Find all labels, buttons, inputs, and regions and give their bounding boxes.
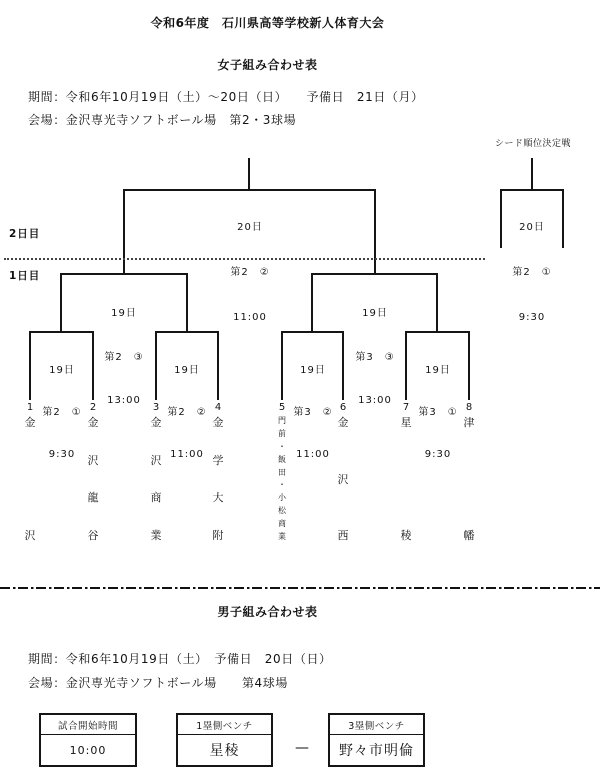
match-qf3-court: 第3 ② xyxy=(293,407,333,418)
team-slot-7 xyxy=(395,402,417,541)
match-sfR-date: 19日 xyxy=(362,308,388,319)
match-sfL-court: 第2 ③ xyxy=(104,351,144,363)
team-slot-2 xyxy=(82,402,104,541)
match-qf3-time: 11:00 xyxy=(296,449,330,460)
bracket-line-final-left xyxy=(123,189,125,275)
match-final xyxy=(190,190,310,355)
team-slot-4 xyxy=(207,402,229,541)
team-1-name: 金 沢 xyxy=(24,416,36,542)
match-qf2-time: 11:00 xyxy=(170,449,204,460)
match-qf4-court: 第3 ① xyxy=(418,407,458,418)
bracket-line-seed-stem xyxy=(531,158,533,191)
bracket-line-sfR-top xyxy=(311,273,438,275)
team-7-name: 星 稜 xyxy=(400,416,412,542)
bracket-line-sfL-left xyxy=(60,273,62,333)
team-4-name: 金 学 大 附 xyxy=(212,416,224,542)
team-2-number: 2 xyxy=(89,402,97,413)
match-sfR-court: 第3 ③ xyxy=(355,351,395,363)
team-2-name: 金 沢 龍 谷 xyxy=(87,416,99,542)
match-seed-time: 9:30 xyxy=(518,312,546,323)
team-3-name: 金 沢 商 業 xyxy=(150,416,162,542)
start-time-header: 試合開始時間 xyxy=(41,715,135,735)
bracket-line-sfR-left xyxy=(311,273,313,333)
match-qf1-time: 9:30 xyxy=(48,449,76,460)
start-time-value: 10:00 xyxy=(69,743,107,757)
first-base-bench-header: 1塁側ベンチ xyxy=(178,715,271,735)
first-base-team: 星稜 xyxy=(209,743,240,759)
bracket-line-final-right xyxy=(374,189,376,275)
section-divider-dashdot-line xyxy=(0,587,600,589)
start-time-box xyxy=(39,713,137,767)
match-qf3-date: 19日 xyxy=(300,365,326,376)
day2-label: 2日目 xyxy=(9,228,41,240)
match-seed-court: 第2 ① xyxy=(512,267,552,278)
bracket-line-champion-stem xyxy=(248,158,250,191)
team-5-number: 5 xyxy=(278,402,286,413)
match-qf2-date: 19日 xyxy=(174,365,200,376)
team-6-name: 金 沢 西 xyxy=(337,416,349,542)
match-final-court: 第2 ② xyxy=(230,267,270,278)
team-8-name: 津 幡 xyxy=(463,416,475,542)
match-qf1-court: 第2 ① xyxy=(42,407,82,418)
match-sfR-time: 13:00 xyxy=(358,395,392,406)
women-subtitle: 女子組み合わせ表 xyxy=(217,58,318,72)
team-slot-5 xyxy=(271,402,293,541)
team-3-number: 3 xyxy=(152,402,160,413)
match-qf4-time: 9:30 xyxy=(424,449,452,460)
team-slot-6 xyxy=(332,402,354,541)
team-4-number: 4 xyxy=(214,402,222,413)
day1-label: 1日目 xyxy=(9,270,41,282)
match-final-time: 11:00 xyxy=(233,312,267,323)
versus-dash: — xyxy=(295,740,309,756)
bracket-line-sfL-top xyxy=(60,273,188,275)
bracket-line-sfR-right xyxy=(436,273,438,333)
match-final-date: 20日 xyxy=(237,222,263,233)
team-slot-3 xyxy=(145,402,167,541)
team-1-number: 1 xyxy=(26,402,34,413)
team-8-number: 8 xyxy=(465,402,473,413)
men-venue: 会場：金沢専光寺ソフトボール場 第4球場 xyxy=(28,676,288,690)
team-7-number: 7 xyxy=(402,402,410,413)
seed-match-title: シード順位決定戦 xyxy=(494,139,571,149)
team-6-number: 6 xyxy=(339,402,347,413)
first-base-bench-box xyxy=(176,713,273,767)
team-5-name: 門 前 ・ 飯 田 ・ 小 松 商 業 xyxy=(278,416,286,541)
match-qf2-court: 第2 ② xyxy=(167,407,207,418)
men-subtitle: 男子組み合わせ表 xyxy=(217,605,318,619)
match-sfL-date: 19日 xyxy=(111,308,137,319)
third-base-team: 野々市明倫 xyxy=(339,743,414,759)
women-venue: 会場：金沢専光寺ソフトボール場 第2・3球場 xyxy=(28,113,297,127)
match-seed xyxy=(472,190,592,355)
match-qf1-date: 19日 xyxy=(49,365,75,376)
page-title: 令和6年度 石川県高等学校新人体育大会 xyxy=(150,16,385,30)
men-period: 期間：令和6年10月19日（土） 予備日 20日（日） xyxy=(28,652,332,666)
match-qf4-date: 19日 xyxy=(425,365,451,376)
team-slot-8 xyxy=(458,402,480,541)
team-slot-1 xyxy=(19,402,41,541)
women-period: 期間：令和6年10月19日（土）～20日（日） 予備日 21日（月） xyxy=(28,90,424,104)
third-base-bench-header: 3塁側ベンチ xyxy=(330,715,423,735)
bracket-line-sfL-right xyxy=(186,273,188,333)
match-sfL-time: 13:00 xyxy=(107,395,141,406)
match-seed-date: 20日 xyxy=(519,222,545,233)
third-base-bench-box xyxy=(328,713,425,767)
